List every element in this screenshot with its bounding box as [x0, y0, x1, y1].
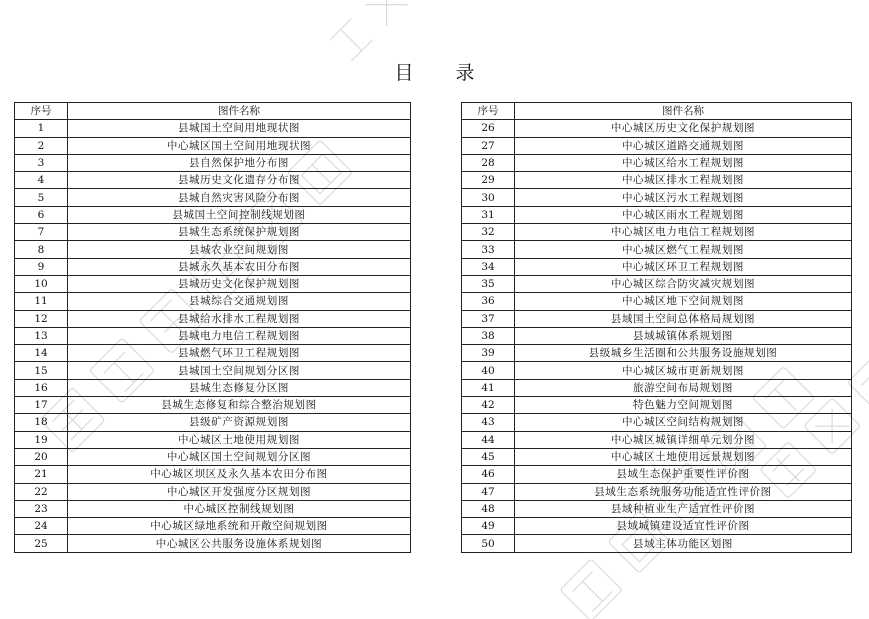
table-row	[462, 518, 852, 535]
row-number: 11	[15, 293, 68, 310]
row-number: 47	[462, 483, 515, 500]
row-map-name: 特色魅力空间规划图	[515, 397, 852, 414]
table-row	[15, 414, 411, 431]
table-row	[462, 206, 852, 223]
table-row	[15, 189, 411, 206]
row-number: 36	[462, 293, 515, 310]
row-number: 19	[15, 431, 68, 448]
row-map-name: 中心城区排水工程规划图	[515, 172, 852, 189]
row-map-name: 中心城区国土空间规划分区图	[68, 448, 411, 465]
table-row	[15, 120, 411, 137]
row-number: 3	[15, 154, 68, 171]
row-number: 40	[462, 362, 515, 379]
row-map-name: 中心城区地下空间规划图	[515, 293, 852, 310]
row-number: 16	[15, 379, 68, 396]
row-map-name: 中心城区雨水工程规划图	[515, 206, 852, 223]
row-map-name: 县域生态系统服务功能适宜性评价图	[515, 483, 852, 500]
header-number: 序号	[462, 103, 515, 120]
row-number: 35	[462, 275, 515, 292]
row-map-name: 县域主体功能区划图	[515, 535, 852, 552]
table-row	[15, 258, 411, 275]
row-number: 27	[462, 137, 515, 154]
table-row	[462, 189, 852, 206]
row-map-name: 县域种植业生产适宜性评价图	[515, 500, 852, 517]
table-row	[15, 483, 411, 500]
table-row	[462, 327, 852, 344]
row-map-name: 中心城区开发强度分区规划图	[68, 483, 411, 500]
row-number: 5	[15, 189, 68, 206]
table-row	[462, 258, 852, 275]
row-number: 15	[15, 362, 68, 379]
row-map-name: 中心城区环卫工程规划图	[515, 258, 852, 275]
table-row	[462, 345, 852, 362]
row-map-name: 中心城区土地使用规划图	[68, 431, 411, 448]
row-map-name: 中心城区燃气工程规划图	[515, 241, 852, 258]
row-number: 18	[15, 414, 68, 431]
table-row	[462, 483, 852, 500]
row-number: 46	[462, 466, 515, 483]
row-number: 17	[15, 397, 68, 414]
row-number: 10	[15, 275, 68, 292]
table-row	[15, 310, 411, 327]
row-map-name: 县级城乡生活圈和公共服务设施规划图	[515, 345, 852, 362]
row-number: 2	[15, 137, 68, 154]
row-number: 23	[15, 500, 68, 517]
table-row	[15, 518, 411, 535]
row-map-name: 中心城区绿地系统和开敞空间规划图	[68, 518, 411, 535]
row-number: 6	[15, 206, 68, 223]
row-number: 30	[462, 189, 515, 206]
row-map-name: 县城生态系统保护规划图	[68, 224, 411, 241]
row-number: 12	[15, 310, 68, 327]
row-number: 42	[462, 397, 515, 414]
row-number: 31	[462, 206, 515, 223]
row-number: 44	[462, 431, 515, 448]
table-row	[462, 224, 852, 241]
row-number: 37	[462, 310, 515, 327]
row-number: 50	[462, 535, 515, 552]
row-number: 38	[462, 327, 515, 344]
toc-table-left	[14, 102, 411, 553]
table-row	[462, 379, 852, 396]
table-row	[15, 500, 411, 517]
row-number: 41	[462, 379, 515, 396]
table-row	[15, 224, 411, 241]
row-map-name: 县域城镇体系规划图	[515, 327, 852, 344]
row-map-name: 县自然保护地分布图	[68, 154, 411, 171]
row-map-name: 县城自然灾害风险分布图	[68, 189, 411, 206]
table-row	[15, 206, 411, 223]
table-row	[15, 172, 411, 189]
table-row	[462, 362, 852, 379]
row-number: 45	[462, 448, 515, 465]
row-map-name: 中心城区土地使用远景规划图	[515, 448, 852, 465]
table-row	[15, 293, 411, 310]
row-map-name: 县级矿产资源规划图	[68, 414, 411, 431]
table-row	[15, 345, 411, 362]
table-row	[462, 275, 852, 292]
table-row	[462, 241, 852, 258]
row-map-name: 县城生态修复和综合整治规划图	[68, 397, 411, 414]
row-map-name: 县城国土空间控制线规划图	[68, 206, 411, 223]
table-row	[462, 466, 852, 483]
header-name: 图件名称	[68, 103, 411, 120]
row-number: 28	[462, 154, 515, 171]
row-map-name: 县城国土空间用地现状图	[68, 120, 411, 137]
table-row	[15, 137, 411, 154]
row-number: 22	[15, 483, 68, 500]
row-map-name: 县域国土空间总体格局规划图	[515, 310, 852, 327]
table-row	[462, 448, 852, 465]
row-map-name: 县城历史文化保护规划图	[68, 275, 411, 292]
row-number: 20	[15, 448, 68, 465]
table-header-row	[462, 103, 852, 120]
table-row	[15, 448, 411, 465]
table-row	[462, 120, 852, 137]
table-row	[462, 154, 852, 171]
row-number: 43	[462, 414, 515, 431]
row-map-name: 县城生态修复分区图	[68, 379, 411, 396]
row-map-name: 县城历史文化遗存分布图	[68, 172, 411, 189]
row-number: 34	[462, 258, 515, 275]
row-number: 39	[462, 345, 515, 362]
row-map-name: 县城农业空间规划图	[68, 241, 411, 258]
row-number: 7	[15, 224, 68, 241]
header-name: 图件名称	[515, 103, 852, 120]
row-number: 32	[462, 224, 515, 241]
table-row	[15, 466, 411, 483]
table-row	[462, 397, 852, 414]
table-row	[15, 535, 411, 552]
row-number: 21	[15, 466, 68, 483]
row-map-name: 县城综合交通规划图	[68, 293, 411, 310]
row-number: 13	[15, 327, 68, 344]
row-map-name: 中心城区坝区及永久基本农田分布图	[68, 466, 411, 483]
row-map-name: 中心城区城市更新规划图	[515, 362, 852, 379]
row-number: 29	[462, 172, 515, 189]
row-number: 14	[15, 345, 68, 362]
row-map-name: 中心城区国土空间用地现状图	[68, 137, 411, 154]
table-row	[462, 535, 852, 552]
row-map-name: 县城永久基本农田分布图	[68, 258, 411, 275]
table-row	[462, 414, 852, 431]
table-row	[15, 362, 411, 379]
row-number: 1	[15, 120, 68, 137]
table-row	[462, 293, 852, 310]
row-map-name: 县城燃气环卫工程规划图	[68, 345, 411, 362]
table-row	[15, 275, 411, 292]
row-map-name: 中心城区电力电信工程规划图	[515, 224, 852, 241]
table-header-row	[15, 103, 411, 120]
row-number: 9	[15, 258, 68, 275]
row-map-name: 中心城区道路交通规划图	[515, 137, 852, 154]
row-map-name: 旅游空间布局规划图	[515, 379, 852, 396]
row-number: 26	[462, 120, 515, 137]
row-number: 49	[462, 518, 515, 535]
row-map-name: 中心城区公共服务设施体系规划图	[68, 535, 411, 552]
table-row	[15, 327, 411, 344]
table-row	[15, 431, 411, 448]
row-number: 48	[462, 500, 515, 517]
row-map-name: 中心城区空间结构规划图	[515, 414, 852, 431]
row-map-name: 中心城区控制线规划图	[68, 500, 411, 517]
row-map-name: 中心城区给水工程规划图	[515, 154, 852, 171]
toc-table-right	[461, 102, 852, 553]
row-map-name: 县域城镇建设适宜性评价图	[515, 518, 852, 535]
table-row	[15, 154, 411, 171]
row-number: 33	[462, 241, 515, 258]
table-row	[462, 137, 852, 154]
table-row	[462, 172, 852, 189]
row-number: 8	[15, 241, 68, 258]
row-map-name: 中心城区历史文化保护规划图	[515, 120, 852, 137]
row-map-name: 县城国土空间规划分区图	[68, 362, 411, 379]
row-map-name: 中心城区城镇详细单元划分图	[515, 431, 852, 448]
row-map-name: 县城电力电信工程规划图	[68, 327, 411, 344]
row-number: 4	[15, 172, 68, 189]
row-map-name: 县域生态保护重要性评价图	[515, 466, 852, 483]
table-row	[15, 241, 411, 258]
table-row	[462, 500, 852, 517]
row-number: 25	[15, 535, 68, 552]
table-row	[462, 310, 852, 327]
page-title: 目 录	[394, 62, 493, 84]
row-number: 24	[15, 518, 68, 535]
row-map-name: 中心城区综合防灾减灾规划图	[515, 275, 852, 292]
row-map-name: 县城给水排水工程规划图	[68, 310, 411, 327]
row-map-name: 中心城区污水工程规划图	[515, 189, 852, 206]
table-row	[462, 431, 852, 448]
table-row	[15, 379, 411, 396]
table-row	[15, 397, 411, 414]
header-number: 序号	[15, 103, 68, 120]
